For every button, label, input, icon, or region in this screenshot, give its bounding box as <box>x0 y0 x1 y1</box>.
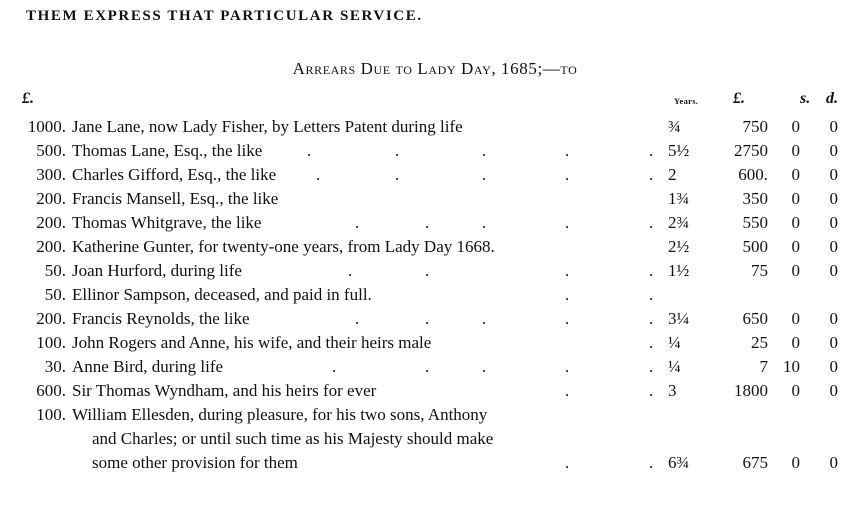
table-row <box>0 235 854 259</box>
row-shillings: 0 <box>791 333 800 352</box>
row-years: 2 <box>668 165 677 184</box>
row-pence: 0 <box>829 453 838 472</box>
row-amount: 300. <box>36 165 66 184</box>
row-shillings: 0 <box>791 261 800 280</box>
dot-leader: . <box>425 261 430 280</box>
row-shillings: 0 <box>791 309 800 328</box>
dot-leader: . <box>425 357 430 376</box>
dot-leader: . <box>395 165 400 184</box>
dot-leader: . <box>649 309 654 328</box>
table-row <box>0 211 854 235</box>
row-shillings: 0 <box>791 189 800 208</box>
table-row <box>0 331 854 355</box>
row-name: Charles Gifford, Esq., the like <box>72 165 277 184</box>
row-pence: 0 <box>829 117 838 136</box>
row-shillings: 0 <box>791 453 800 472</box>
table-row <box>0 139 854 163</box>
dot-leader: . <box>395 141 400 160</box>
continuation-line <box>0 451 854 475</box>
row-amount: 200. <box>36 309 66 328</box>
dot-leader: . <box>649 141 654 160</box>
row-pence: 0 <box>829 333 838 352</box>
section-title <box>0 59 854 79</box>
row-shillings: 0 <box>791 213 800 232</box>
row-amount: 50. <box>44 261 66 280</box>
continuation-text: some other provision for them <box>92 453 298 472</box>
row-pounds: 600. <box>738 165 768 184</box>
dot-leader: . <box>649 285 654 304</box>
row-pounds: 1800 <box>734 381 768 400</box>
row-amount: 30. <box>44 357 66 376</box>
dot-leader: . <box>565 165 570 184</box>
dot-leader: . <box>565 261 570 280</box>
table-row <box>0 355 854 379</box>
dot-leader: . <box>355 213 360 232</box>
row-name: William Ellesden, during pleasure, for his two sons, Anthony <box>72 405 488 424</box>
row-name: Jane Lane, now Lady Fisher, by Letters Patent during life <box>72 117 463 136</box>
row-pence: 0 <box>829 261 838 280</box>
row-pence: 0 <box>829 213 838 232</box>
row-amount: 200. <box>36 213 66 232</box>
row-shillings: 0 <box>791 141 800 160</box>
row-name: Ellinor Sampson, deceased, and paid in full. <box>72 285 372 304</box>
table-row <box>0 379 854 403</box>
row-amount: 200. <box>36 237 66 256</box>
row-pounds: 7 <box>759 357 768 376</box>
section-title-text: Arrears Due to Lady Day, 1685;—to <box>292 59 578 78</box>
dot-leader: . <box>565 453 570 472</box>
row-years: 1½ <box>668 261 690 280</box>
row-years: ¾ <box>668 117 681 136</box>
row-years: 3¼ <box>668 309 690 328</box>
row-name: Anne Bird, during life <box>72 357 224 376</box>
row-pounds: 500 <box>742 237 768 256</box>
row-name: John Rogers and Anne, his wife, and their heirs male <box>72 333 432 352</box>
dot-leader: . <box>649 453 654 472</box>
row-years: ¼ <box>668 333 681 352</box>
continuation-line <box>0 427 854 451</box>
table-row <box>0 283 854 307</box>
dot-leader: . <box>348 261 353 280</box>
dot-leader: . <box>482 165 487 184</box>
dot-leader: . <box>425 309 430 328</box>
row-shillings: 10 <box>783 357 800 376</box>
row-pounds: 550 <box>742 213 768 232</box>
row-name: Thomas Whitgrave, the like <box>72 213 262 232</box>
row-amount: 600. <box>36 381 66 400</box>
row-pence: 0 <box>829 165 838 184</box>
row-pence: 0 <box>829 357 838 376</box>
dot-leader: . <box>649 381 654 400</box>
row-name: Joan Hurford, during life <box>72 261 242 280</box>
row-years: 5½ <box>668 141 690 160</box>
dot-leader: . <box>565 357 570 376</box>
dot-leader: . <box>565 141 570 160</box>
dot-leader: . <box>332 357 337 376</box>
header-shillings: s. <box>800 90 811 107</box>
row-name: Katherine Gunter, for twenty-one years, from Lady Day 1668. <box>72 237 495 256</box>
row-name: Francis Reynolds, the like <box>72 309 250 328</box>
table-row <box>0 187 854 211</box>
row-years: 2¾ <box>668 213 690 232</box>
dot-leader: . <box>482 213 487 232</box>
row-pounds: 350 <box>742 189 768 208</box>
header-pounds: £. <box>733 90 745 107</box>
row-pounds: 650 <box>742 309 768 328</box>
dot-leader: . <box>307 141 312 160</box>
row-amount: 100. <box>36 333 66 352</box>
row-pence: 0 <box>829 141 838 160</box>
row-amount: 200. <box>36 189 66 208</box>
header-years: Years. <box>674 96 699 106</box>
row-years: 6¾ <box>668 453 690 472</box>
dot-leader: . <box>482 309 487 328</box>
dot-leader: . <box>355 309 360 328</box>
row-pounds: 2750 <box>734 141 768 160</box>
table-row <box>0 115 854 139</box>
row-name: Sir Thomas Wyndham, and his heirs for ever <box>72 381 377 400</box>
row-years: 2½ <box>668 237 690 256</box>
header-amount: £. <box>22 90 34 107</box>
row-pounds: 750 <box>742 117 768 136</box>
row-amount: 50. <box>44 285 66 304</box>
row-years: 3 <box>668 381 677 400</box>
dot-leader: . <box>649 333 654 352</box>
row-pence: 0 <box>829 237 838 256</box>
dot-leader: . <box>482 357 487 376</box>
table-row <box>0 163 854 187</box>
row-name: Francis Mansell, Esq., the like <box>72 189 279 208</box>
dot-leader: . <box>649 165 654 184</box>
dot-leader: . <box>649 357 654 376</box>
row-shillings: 0 <box>791 381 800 400</box>
dot-leader: . <box>565 381 570 400</box>
row-pounds: 25 <box>751 333 768 352</box>
dot-leader: . <box>649 261 654 280</box>
dot-leader: . <box>649 213 654 232</box>
row-pounds: 75 <box>751 261 768 280</box>
row-amount: 100. <box>36 405 66 424</box>
dot-leader: . <box>565 213 570 232</box>
dot-leader: . <box>482 141 487 160</box>
row-pence: 0 <box>829 309 838 328</box>
table-row <box>0 259 854 283</box>
row-years: ¼ <box>668 357 681 376</box>
row-shillings: 0 <box>791 237 800 256</box>
row-shillings: 0 <box>791 165 800 184</box>
table-row <box>0 403 854 427</box>
continuation-text: and Charles; or until such time as his Majesty should make <box>92 429 494 448</box>
row-pence: 0 <box>829 189 838 208</box>
row-pence: 0 <box>829 381 838 400</box>
page-heading: THEM EXPRESS THAT PARTICULAR SERVICE. <box>26 8 423 24</box>
row-shillings: 0 <box>791 117 800 136</box>
header-pence: d. <box>826 90 838 107</box>
dot-leader: . <box>565 309 570 328</box>
table-row <box>0 307 854 331</box>
row-amount: 1000. <box>27 117 66 136</box>
row-pounds: 675 <box>742 453 768 472</box>
row-name: Thomas Lane, Esq., the like <box>72 141 263 160</box>
dot-leader: . <box>565 285 570 304</box>
row-amount: 500. <box>36 141 66 160</box>
row-years: 1¾ <box>668 189 690 208</box>
dot-leader: . <box>316 165 321 184</box>
dot-leader: . <box>425 213 430 232</box>
